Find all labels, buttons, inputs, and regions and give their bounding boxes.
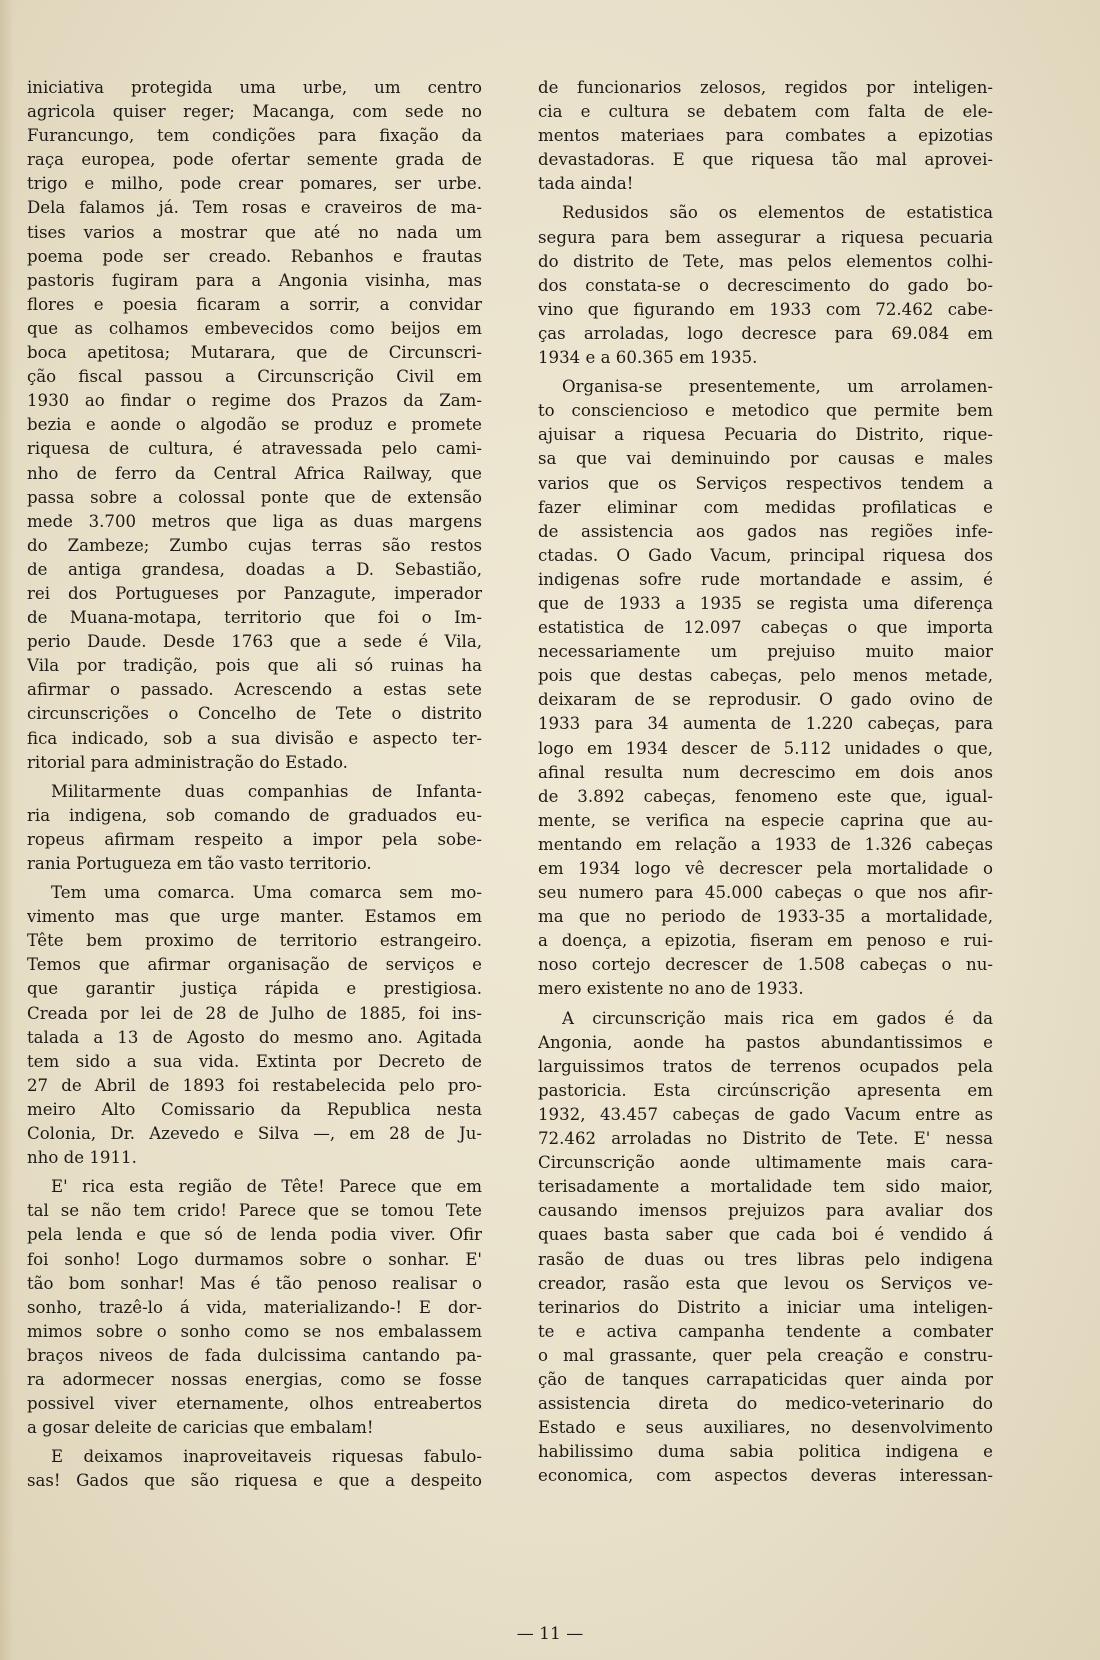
text-line: deixaram de se reprodusir. O gado ovino de <box>538 690 993 710</box>
text-line: 1933 para 34 aumenta de 1.220 cabeças, para <box>538 714 993 734</box>
text-column-left <box>27 76 482 1493</box>
text-line: em 1934 logo vê decrescer pela mortalidade o <box>538 859 993 878</box>
text-line: E deixamos inaproveitaveis riquesas fabulo- <box>51 1447 482 1467</box>
text-line: 1930 ao findar o regime dos Prazos da Zam- <box>27 391 482 411</box>
text-line: ctadas. O Gado Vacum, principal riquesa dos <box>538 545 993 565</box>
text-line: mimos sobre o sonho como se nos embalassem <box>27 1321 482 1341</box>
text-line: estatistica de 12.097 cabeças o que importa <box>538 618 993 638</box>
text-line: causando imensos prejuizos para avaliar dos <box>538 1201 993 1221</box>
text-line: fazer eliminar com medidas profilaticas e <box>538 497 993 517</box>
text-line: Tem uma comarca. Uma comarca sem mo- <box>51 883 482 903</box>
page-edge-shadow <box>0 0 14 1660</box>
text-line: segura para bem assegurar a riquesa pecuaria <box>538 227 993 247</box>
text-line: de Muana-motapa, territorio que foi o Im- <box>27 608 482 628</box>
text-line: tada ainda! <box>538 174 634 194</box>
text-line: te e activa campanha tendente a combater <box>538 1321 993 1341</box>
text-line: ria indigena, sob comando de graduados eu- <box>27 805 482 825</box>
text-line: talada a 13 de Agosto do mesmo ano. Agitada <box>27 1027 482 1047</box>
text-line: Angonia, aonde ha pastos abundantissimos e <box>538 1032 993 1052</box>
text-line: mentos materiaes para combates a epizotias <box>538 126 993 146</box>
text-line: mente, se verifica na especie caprina que au- <box>538 810 993 830</box>
text-line: tão bom sonhar! Mas é tão penoso realisar o <box>27 1273 482 1293</box>
text-line: nho de ferro da Central Africa Railway, que <box>27 463 482 483</box>
text-line: ças arroladas, logo decresce para 69.084 em <box>538 323 993 343</box>
text-line: flores e poesia ficaram a sorrir, a convidar <box>27 294 482 314</box>
text-line: Temos que afirmar organisação de serviços e <box>27 955 482 975</box>
text-line: E' rica esta região de Tête! Parece que em <box>51 1177 482 1197</box>
text-line: foi sonho! Logo durmamos sobre o sonhar. E' <box>27 1249 482 1269</box>
page-number: — 11 — <box>516 1624 584 1644</box>
text-line: quaes basta saber que cada boi é vendido á <box>538 1225 993 1245</box>
text-line: rasão de duas ou tres libras pelo indigena <box>538 1249 993 1269</box>
text-line: Organisa-se presentemente, um arrolamen- <box>562 377 993 397</box>
text-line: raça europea, pode ofertar semente grada de <box>27 150 482 170</box>
text-line: nho de 1911. <box>27 1148 137 1168</box>
text-line: afinal resulta num decrescimo em dois anos <box>538 762 993 782</box>
text-line: Redusidos são os elementos de estatistica <box>562 203 993 223</box>
text-line: tises varios a mostrar que até no nada um <box>27 222 482 242</box>
text-line: do distrito de Tete, mas pelos elementos colhi- <box>538 251 993 271</box>
text-line: trigo e milho, pode crear pomares, ser urbe. <box>27 174 482 194</box>
text-line: ra adormecer nossas energias, como se fosse <box>27 1369 482 1389</box>
text-line: to consciencioso e metodico que permite bem <box>538 401 993 421</box>
text-line: rania Portugueza em tão vasto territorio. <box>27 854 372 873</box>
text-line: A circunscrição mais rica em gados é da <box>562 1008 993 1028</box>
text-line: mero existente no ano de 1933. <box>538 979 804 999</box>
text-line: Vila por tradição, pois que ali só ruinas ha <box>27 656 482 676</box>
text-line: a gosar deleite de caricias que embalam! <box>27 1418 374 1438</box>
text-line: Colonia, Dr. Azevedo e Silva —, em 28 de Ju- <box>27 1124 482 1144</box>
text-line: Creada por lei de 28 de Julho de 1885, foi ins- <box>27 1003 482 1023</box>
text-line: assistencia direta do medico-veterinario do <box>538 1394 993 1414</box>
text-line: passa sobre a colossal ponte que de extensão <box>27 487 482 507</box>
text-line: Dela falamos já. Tem rosas e craveiros de ma- <box>27 198 482 218</box>
text-line: vino que figurando em 1933 com 72.462 cabe- <box>538 299 993 319</box>
text-line: 1934 e a 60.365 em 1935. <box>538 348 758 368</box>
text-line: circunscrições o Concelho de Tete o distrito <box>27 704 482 724</box>
text-line: de funcionarios zelosos, regidos por inteligen- <box>538 78 993 97</box>
text-line: sa que vai deminuindo por causas e males <box>538 449 993 469</box>
text-line: rei dos Portugueses por Panzagute, imperador <box>27 583 482 603</box>
text-line: pastoris fugiram para a Angonia visinha, mas <box>27 270 482 290</box>
text-line: terinarios do Distrito a iniciar uma inteligen- <box>538 1297 993 1317</box>
text-line: tem sido a sua vida. Extinta por Decreto de <box>27 1051 482 1071</box>
text-line: cia e cultura se debatem com falta de ele- <box>538 102 993 122</box>
text-line: de assistencia aos gados nas regiões infe- <box>538 521 993 541</box>
text-line: ropeus afirmam respeito a impor pela sobe- <box>27 829 482 849</box>
text-line: larguissimos tratos de terrenos ocupados pela <box>538 1056 993 1076</box>
text-line: noso cortejo decrescer de 1.508 cabeças o nu- <box>538 955 993 975</box>
text-line: riquesa de cultura, é atravessada pelo cami- <box>27 439 482 459</box>
text-line: 1932, 43.457 cabeças de gado Vacum entre as <box>538 1104 993 1124</box>
text-line: indigenas sofre rude mortandade e assim, é <box>538 569 993 589</box>
text-line: do Zambeze; Zumbo cujas terras são restos <box>27 535 482 555</box>
text-line: Tête bem proximo de territorio estrangeiro. <box>27 931 482 951</box>
text-line: seu numero para 45.000 cabeças o que nos afir- <box>538 883 993 903</box>
text-line: de antiga grandesa, doadas a D. Sebastião, <box>27 559 482 579</box>
text-line: economica, com aspectos deveras interessan- <box>538 1466 993 1486</box>
text-line: terisadamente a mortalidade tem sido maior, <box>538 1177 993 1197</box>
text-line: meiro Alto Comissario da Republica nesta <box>27 1099 482 1119</box>
text-line: bezia e aonde o algodão se produz e promete <box>27 415 482 435</box>
text-line: 72.462 arroladas no Distrito de Tete. E' nessa <box>538 1129 993 1149</box>
text-line: ajuisar a riquesa Pecuaria do Distrito, rique- <box>538 425 993 445</box>
text-line: creador, rasão esta que levou os Serviços ve- <box>538 1273 993 1293</box>
text-line: dos constata-se o decrescimento do gado bo- <box>538 275 993 295</box>
text-line: fica indicado, sob a sua divisão e aspecto ter- <box>27 728 482 748</box>
text-line: pela lenda e que só de lenda podia viver. Ofir <box>27 1225 482 1245</box>
text-line: boca apetitosa; Mutarara, que de Circunscri- <box>27 343 482 363</box>
text-line: que de 1933 a 1935 se regista uma diferença <box>538 593 993 613</box>
text-line: sonho, trazê-lo á vida, materializando-! E dor- <box>27 1297 482 1317</box>
text-line: habilissimo duma sabia politica indigena e <box>538 1442 993 1462</box>
text-line: pois que destas cabeças, pelo menos metade, <box>538 666 993 686</box>
text-line: a doença, a epizotia, fiseram em penoso e rui- <box>538 931 993 951</box>
text-line: ritorial para administração do Estado. <box>27 752 348 772</box>
text-line: Furancungo, tem condições para fixação da <box>27 126 482 146</box>
text-line: ção fiscal passou a Circunscrição Civil em <box>27 367 482 387</box>
text-line: logo em 1934 descer de 5.112 unidades o que, <box>538 738 993 758</box>
text-line: perio Daude. Desde 1763 que a sede é Vila, <box>27 632 482 652</box>
text-line: varios que os Serviços respectivos tendem a <box>538 473 993 493</box>
text-line: vimento mas que urge manter. Estamos em <box>27 907 482 927</box>
text-line: mentando em relação a 1933 de 1.326 cabeças <box>538 834 993 854</box>
text-line: que as colhamos embevecidos como beijos em <box>27 318 482 338</box>
text-line: mede 3.700 metros que liga as duas margens <box>27 511 482 531</box>
text-line: pastoricia. Esta circúnscrição apresenta em <box>538 1080 993 1100</box>
text-line: ção de tanques carrapaticidas quer ainda por <box>538 1369 993 1389</box>
text-line: 27 de Abril de 1893 foi restabelecida pelo pro- <box>27 1075 482 1095</box>
text-line: ma que no periodo de 1933-35 a mortalidade, <box>538 907 993 927</box>
text-line: o mal grassante, quer pela creação e constru- <box>538 1345 993 1365</box>
text-line: devastadoras. E que riquesa tão mal aprovei- <box>538 150 993 170</box>
text-line: Estado e seus auxiliares, no desenvolvimento <box>538 1418 993 1438</box>
text-line: agricola quiser reger; Macanga, com sede no <box>27 102 482 122</box>
text-line: possivel viver eternamente, olhos entreabertos <box>27 1394 482 1414</box>
text-line: sas! Gados que são riquesa e que a despeito <box>27 1471 482 1491</box>
text-line: que garantir justiça rápida e prestigiosa. <box>27 979 482 999</box>
text-line: Militarmente duas companhias de Infanta- <box>51 781 482 801</box>
text-column-right <box>538 76 993 1488</box>
text-line: de 3.892 cabeças, fenomeno este que, igual- <box>538 786 993 806</box>
text-line: Circunscrição aonde ultimamente mais cara- <box>538 1153 993 1173</box>
text-line: iniciativa protegida uma urbe, um centro <box>27 78 482 97</box>
text-line: poema pode ser creado. Rebanhos e frautas <box>27 246 482 266</box>
text-line: braços niveos de fada dulcissima cantando pa- <box>27 1345 482 1365</box>
text-line: afirmar o passado. Acrescendo a estas sete <box>27 680 482 700</box>
text-line: tal se não tem crido! Parece que se tomou Tete <box>27 1201 482 1221</box>
text-line: necessariamente um prejuiso muito maior <box>538 642 993 662</box>
